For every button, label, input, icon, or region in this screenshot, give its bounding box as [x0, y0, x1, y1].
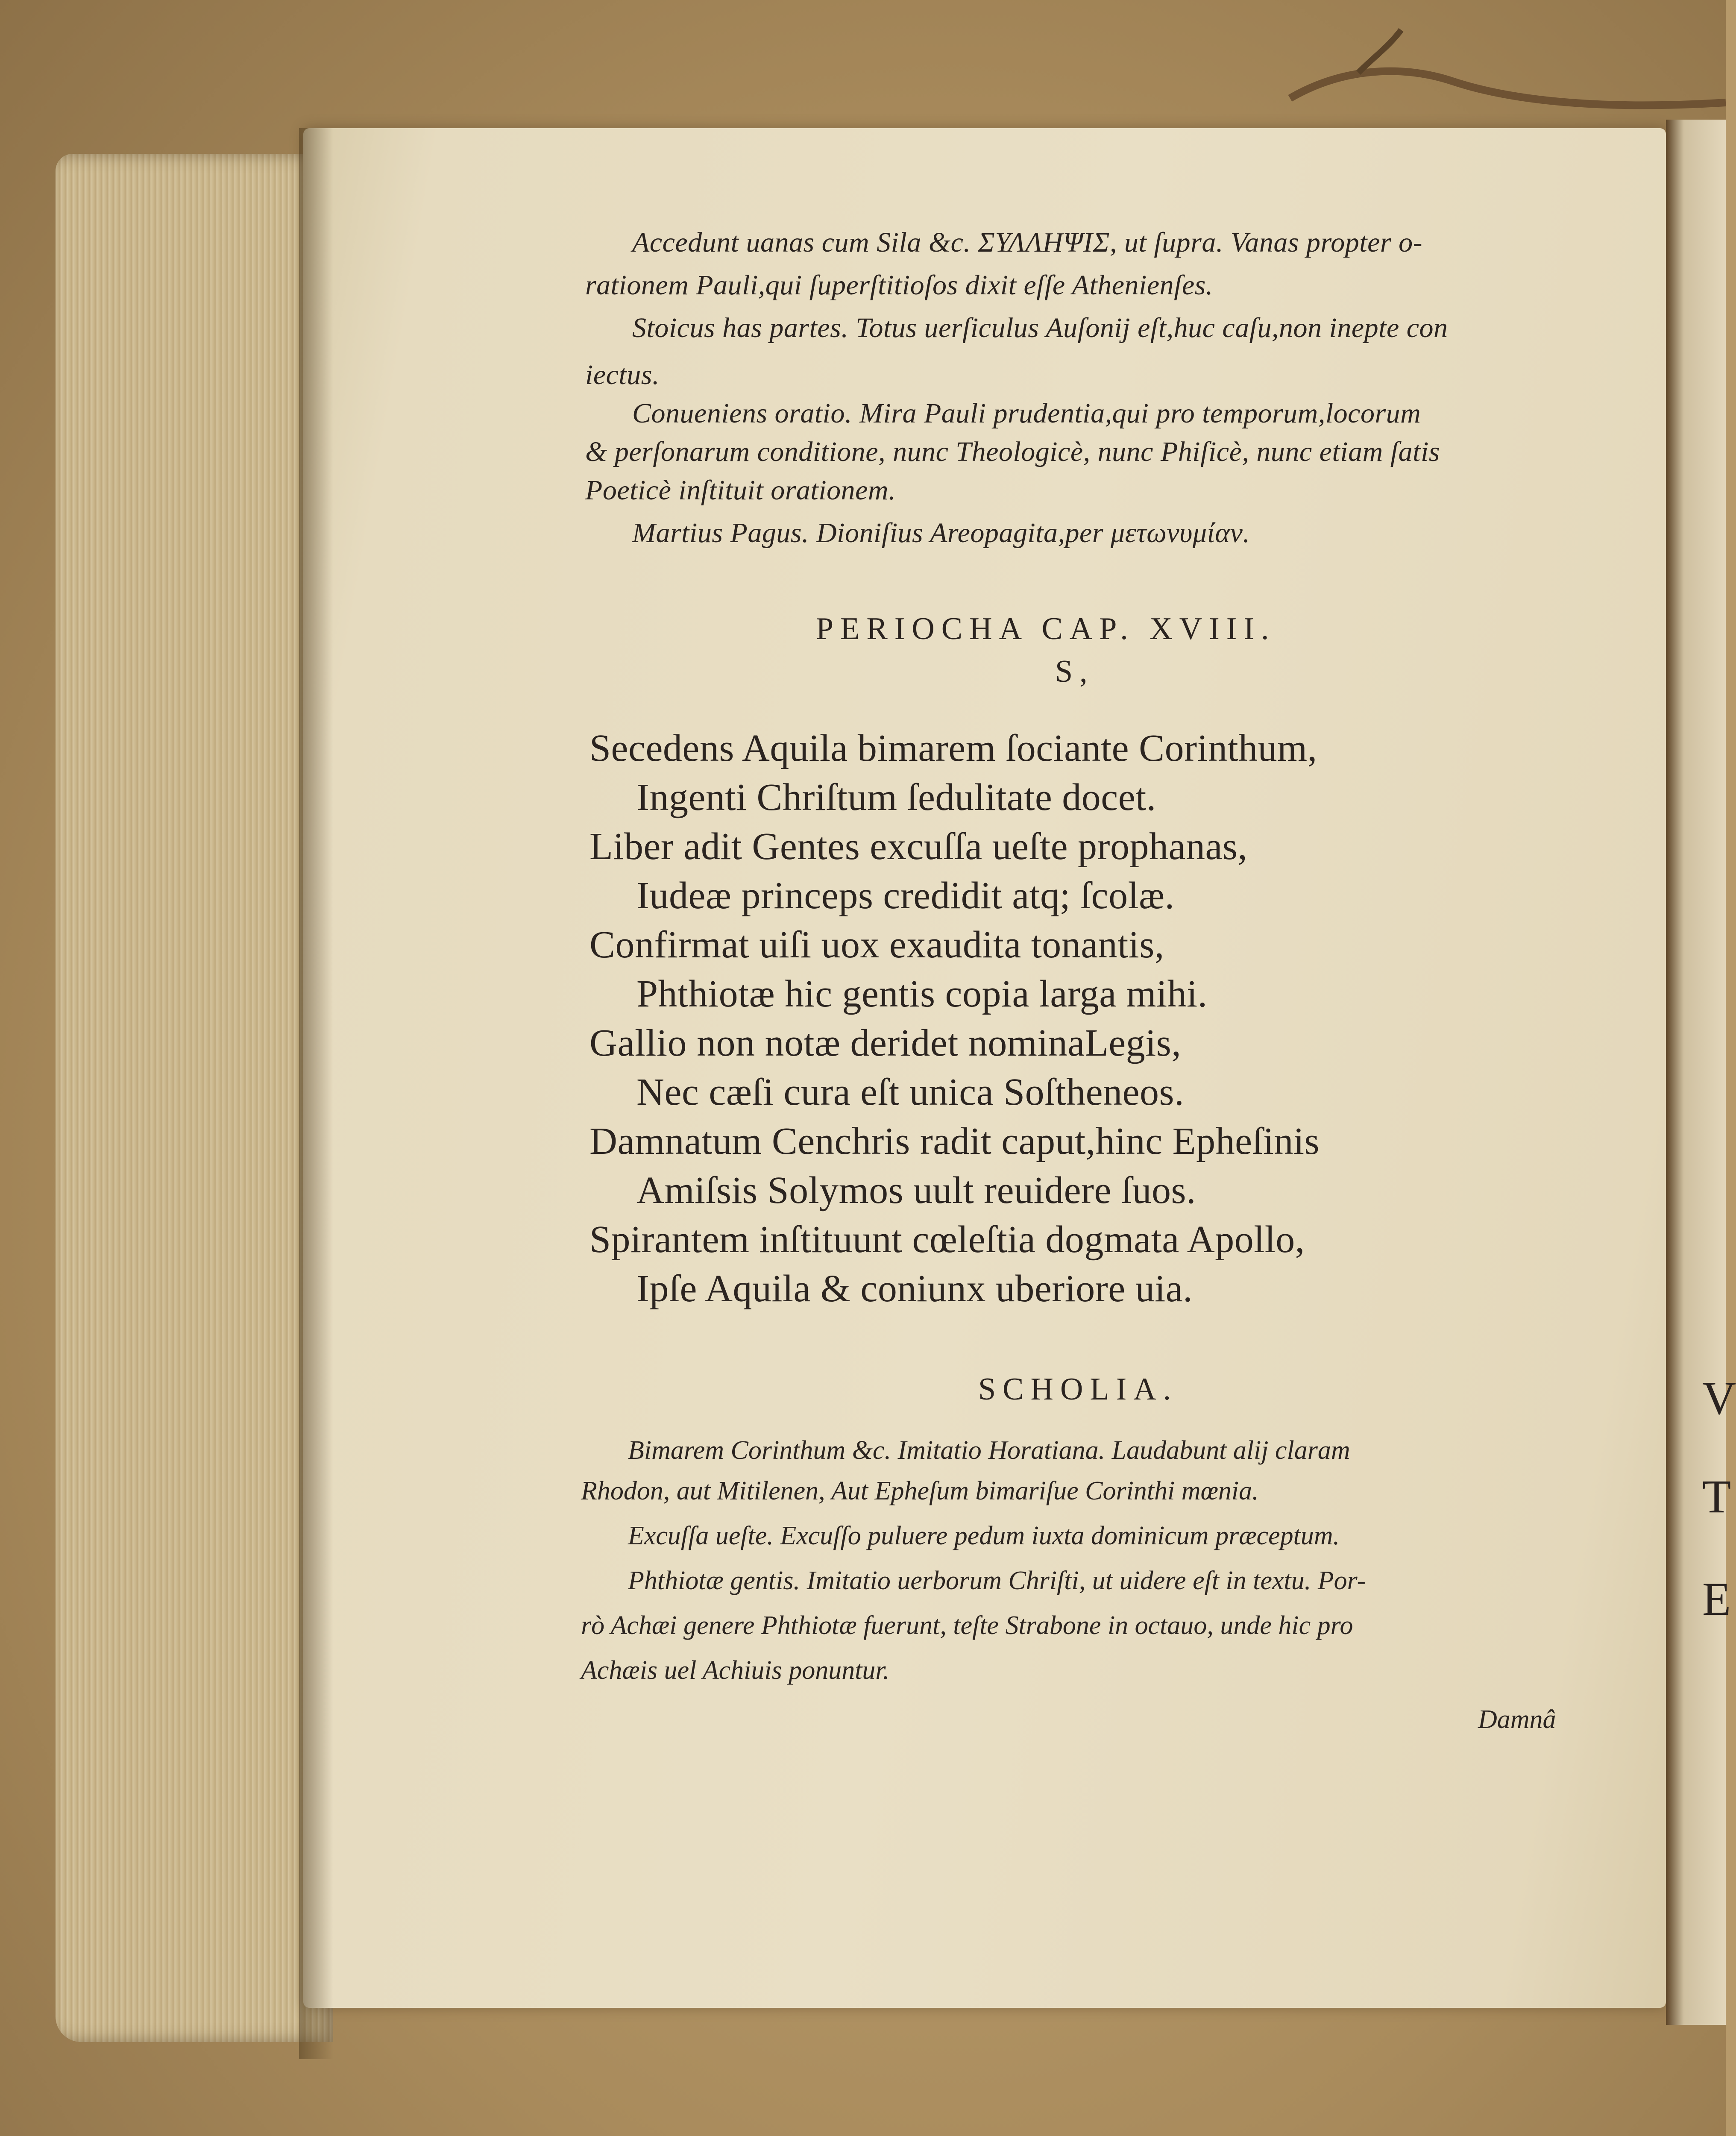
verse-line: Gallio non notæ deridet nominaLegis,	[589, 1022, 1182, 1064]
facing-page-glyph: V	[1702, 1372, 1736, 1424]
note-line: Accedunt uanas cum Sila &c. ΣΥΛΛΗΨΙΣ, ut ſupra. Vanas propter o-	[632, 227, 1423, 258]
scholia-heading: SCHOLIA.	[978, 1372, 1178, 1407]
facing-page-edge	[1666, 120, 1726, 2025]
verse-line: Secedens Aquila bimarem ſociante Corinthum,	[589, 727, 1317, 769]
scholia-line: Rhodon, aut Mitilenen, Aut Epheſum bimariſue Corinthi mœnia.	[581, 1476, 1259, 1505]
note-line: rationem Pauli,qui ſuperſtitioſos dixit eſſe Athenienſes.	[585, 270, 1213, 301]
spine-shadow	[299, 128, 333, 2059]
verse-line: Nec cæſi cura eſt unica Soſtheneos.	[636, 1071, 1185, 1113]
scholia-line: rò Achæi genere Phthiotæ fuerunt, teſte Strabone in octauo, unde hic pro	[581, 1611, 1353, 1640]
note-line: Stoicus has partes. Totus uerſiculus Auſonij eſt,huc caſu,non inepte con	[632, 312, 1448, 343]
verse-line: Spirantem inſtituunt cœleſtia dogmata Apollo,	[589, 1218, 1305, 1261]
note-line: iectus.	[585, 359, 660, 390]
signature-mark: S,	[1055, 654, 1094, 689]
note-line: Martius Pagus. Dioniſius Areopagita,per μετωνυμίαν.	[632, 517, 1250, 549]
scholia-line: Excuſſa ueſte. Excuſſo puluere pedum iuxta dominicum præceptum.	[628, 1521, 1340, 1550]
facing-page-glyph: T	[1702, 1470, 1731, 1523]
chapter-heading: PERIOCHA CAP. XVIII.	[816, 611, 1276, 646]
verse-line: Ipſe Aquila & coniunx uberiore uia.	[636, 1268, 1193, 1310]
verse-line: Damnatum Cenchris radit caput,hinc Epheſinis	[589, 1120, 1320, 1162]
scholia-line: Bimarem Corinthum &c. Imitatio Horatiana. Laudabunt alij claram	[628, 1436, 1350, 1465]
verse-line: Amiſsis Solymos uult reuidere ſuos.	[636, 1169, 1196, 1212]
bookmark-string	[1290, 0, 1726, 141]
verse-line: Iudeæ princeps credidit atq; ſcolæ.	[636, 874, 1175, 917]
book-fore-edge	[56, 154, 333, 2042]
catchword: Damnâ	[1478, 1705, 1556, 1734]
facing-page-glyph: E	[1702, 1573, 1731, 1625]
note-line: & perſonarum conditione, nunc Theologicè, nunc Phiſicè, nunc etiam ſatis	[585, 436, 1440, 467]
verse-line: Confirmat uiſi uox exaudita tonantis,	[589, 924, 1164, 966]
scholia-line: Phthiotæ gentis. Imitatio uerborum Chriſti, ut uidere eſt in textu. Por-	[628, 1566, 1366, 1595]
verse-line: Phthiotæ hic gentis copia larga mihi.	[636, 973, 1208, 1015]
verse-line: Liber adit Gentes excuſſa ueſte prophanas,	[589, 825, 1248, 868]
note-line: Poeticè inſtituit orationem.	[585, 475, 896, 506]
note-line: Conueniens oratio. Mira Pauli prudentia,qui pro temporum,locorum	[632, 398, 1421, 429]
scholia-line: Achæis uel Achiuis ponuntur.	[581, 1656, 890, 1685]
verse-line: Ingenti Chriſtum ſedulitate docet.	[636, 776, 1156, 819]
